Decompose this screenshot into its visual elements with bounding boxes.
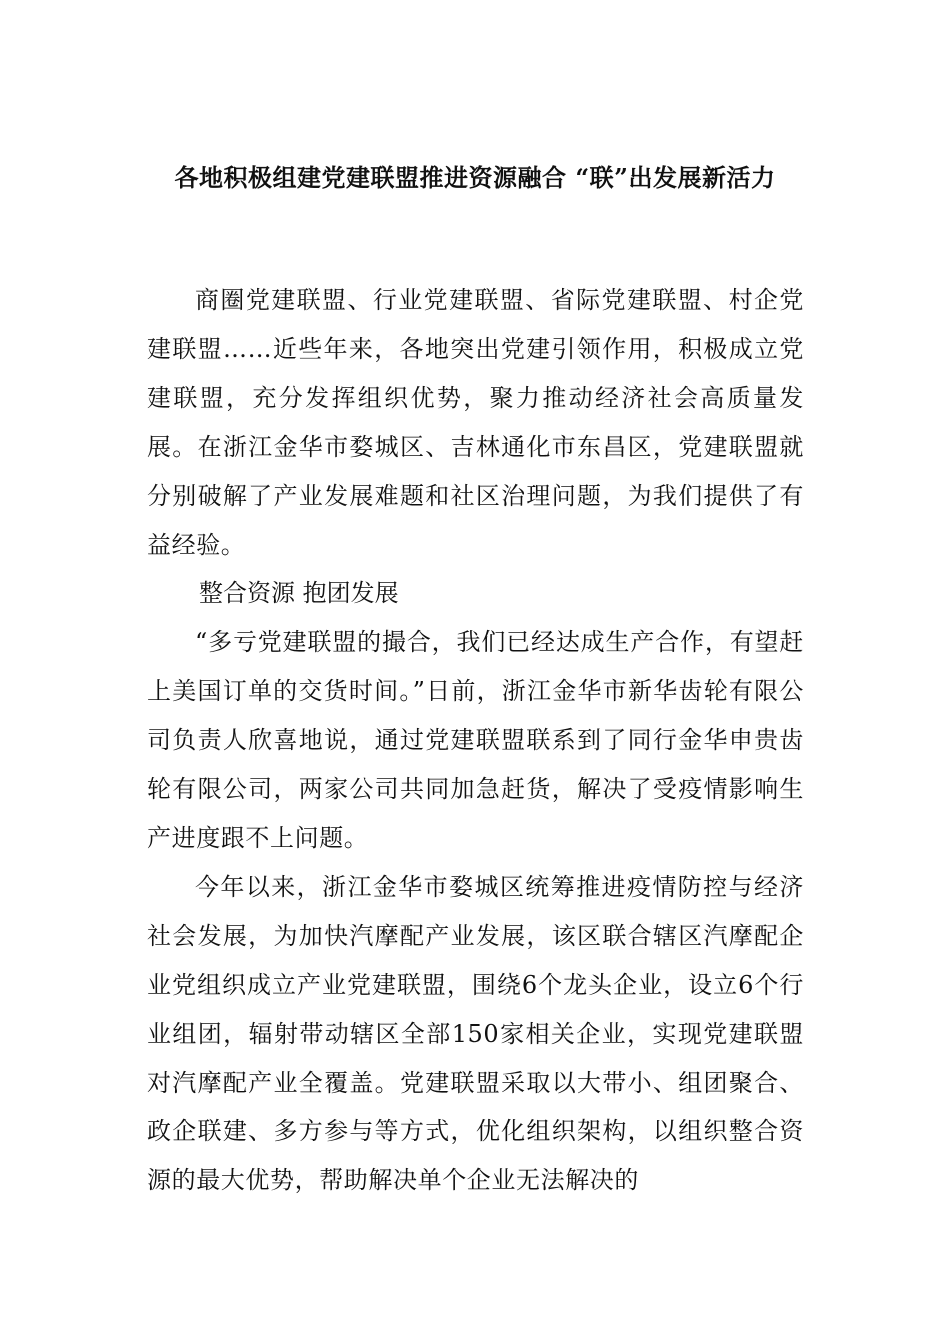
paragraph-wucheng: 今年以来，浙江金华市婺城区统筹推进疫情防控与经济社会发展，为加快汽摩配产业发展，该区联合辖区汽摩配企业党组织成立产业党建联盟，围绕6个龙头企业，设立6个行业组团，辐射带动辖区全部150家相关企业，实现党建联盟对汽摩配产业全覆盖。党建联盟采取以大带小、组团聚合、政企联建、多方参与等方式，优化组织架构，以组织整合资源的最大优势，帮助解决单个企业无法解决的 — [147, 872, 804, 1195]
paragraph-intro: 商圈党建联盟、行业党建联盟、省际党建联盟、村企党建联盟……近些年来，各地突出党建引领作用，积极成立党建联盟，充分发挥组织优势，聚力推动经济社会高质量发展。在浙江金华市婺城区、吉林通化市东昌区，党建联盟就分别破解了产业发展难题和社区治理问题，为我们提供了有益经验。 — [147, 286, 804, 559]
document-title: 各地积极组建党建联盟推进资源融合 “联”出发展新活力 — [174, 163, 776, 192]
section-heading: 整合资源 抱团发展 — [199, 579, 399, 608]
paragraph-quote: “多亏党建联盟的撮合，我们已经达成生产合作，有望赶上美国订单的交货时间。”日前，浙江金华市新华齿轮有限公司负责人欣喜地说，通过党建联盟联系到了同行金华申贵齿轮有限公司，两家公司共同加急赶货，解决了受疫情影响生产进度跟不上问题。 — [147, 628, 804, 852]
document-body — [147, 276, 804, 1205]
